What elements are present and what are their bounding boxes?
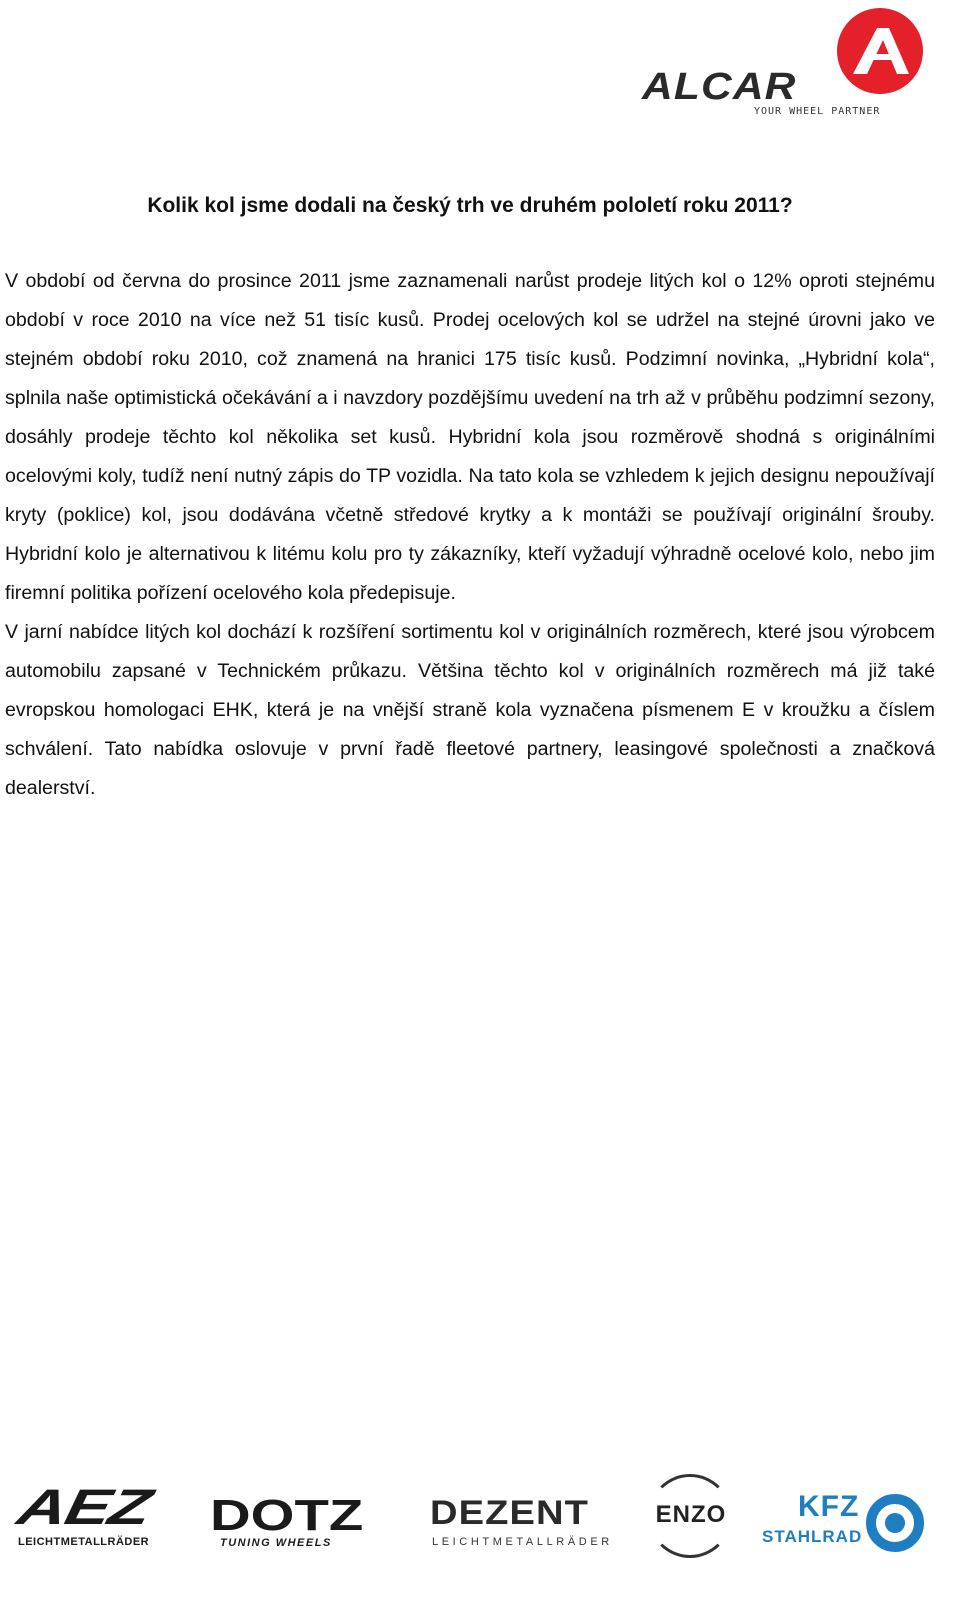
kfz-wheel-icon [866,1494,924,1552]
dotz-wordmark: DOTZ [210,1491,364,1540]
kfz-subtitle: STAHLRAD [762,1527,863,1546]
dezent-subtitle: LEICHTMETALLRÄDER [432,1536,613,1548]
alcar-wordmark: ALCAR [642,66,797,108]
aez-logo [12,1479,190,1548]
footer-brand-logos [0,1460,960,1560]
paragraph-sales: V období od června do prosince 2011 jsme zaznamenali narůst prodeje litých kol o 12% oproti stejnému období v roce 2010 na více než 51 tisíc kusů. Prodej ocelových kol se udržel na stejné úrovni jako ve stejném období roku 2010, což znamená na hranici 175 tisíc kusů. Podzimní novinka, „Hybridní kola“, splnila naše optimistická očekávání a i navzdory pozdějšímu uvedení na trh až v průběhu podzimní sezony, dosáhly prodeje těchto kol několika set kusů. Hybridní kola jsou rozměrově shodná s originálními ocelovými koly, tudíž není nutný zápis do TP vozidla. Na tato kola se vzhledem k jejich designu nepoužívají kryty (poklice) kol, jsou dodávána včetně středové krytky a k montáži se používají originální šrouby. Hybridní kolo je alternativou k litému kolu pro ty zákazníky, kteří vyžadují výhradně ocelové kolo, nebo jim firemní politika pořízení ocelového kola předepisuje. [5,270,935,604]
dezent-wordmark: DEZENT [430,1494,590,1532]
dotz-subtitle: TUNING WHEELS [220,1537,332,1549]
aez-subtitle: LEICHTMETALLRÄDER [18,1536,150,1548]
aez-wordmark: AEZ [12,1479,156,1535]
dezent-logo [430,1494,613,1550]
kfz-wordmark: KFZ [798,1490,860,1523]
document-title: Kolik kol jsme dodali na český trh ve druhém pololetí roku 2011? [147,194,793,217]
enzo-logo [642,1470,740,1562]
alcar-tagline: YOUR WHEEL PARTNER [754,106,881,117]
alcar-logo [640,6,930,121]
document-body [5,262,935,808]
alcar-logo-mark [837,8,923,94]
dotz-logo [210,1491,400,1550]
kfz-logo [762,1488,932,1554]
paragraph-spring-offer: V jarní nabídce litých kol dochází k rozšíření sortimentu kol v originálních rozměrech, které jsou výrobcem automobilu zapsané v Technickém průkazu. Většina těchto kol v originálních rozměrech má již také evropskou homologaci EHK, která je na vnější straně kola vyznačena písmenem E v kroužku a číslem schválení. Tato nabídka oslovuje v první řadě fleetové partnery, leasingové společnosti a značková dealerství. [5,621,935,799]
enzo-wordmark: ENZO [655,1501,727,1528]
alcar-a-icon [837,8,923,94]
